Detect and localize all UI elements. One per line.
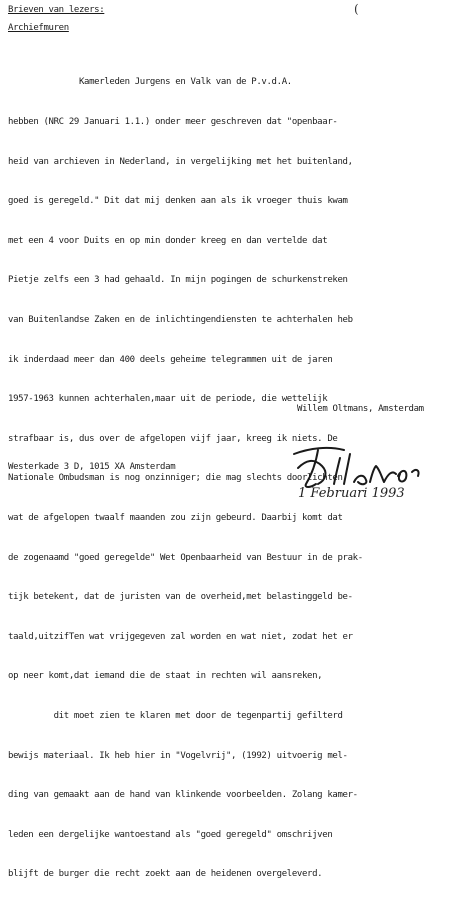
body-line: strafbaar is, dus over de afgelopen vijf jaar, kreeg ik niets. De bbox=[8, 433, 338, 444]
body-line: leden een dergelijke wantoestand als "goed geregeld" omschrijven bbox=[8, 829, 333, 840]
section-title: Brieven van lezers: bbox=[8, 5, 105, 15]
body-line: de zogenaamd "goed geregelde" Wet Openbaarheid van Bestuur in de prak- bbox=[8, 552, 363, 563]
body-line: van Buitenlandse Zaken en de inlichtingendiensten te achterhalen heb bbox=[8, 314, 353, 325]
body-line: op neer komt,dat iemand die de staat in rechten wil aansreken, bbox=[8, 671, 323, 682]
body-line: ik inderdaad meer dan 400 deels geheime telegrammen uit de jaren bbox=[8, 354, 333, 365]
body-line: Nationale Ombudsman is nog onzinniger; die mag slechts doorlichten bbox=[8, 473, 343, 484]
author-signoff: Willem Oltmans, Amsterdam bbox=[297, 404, 424, 414]
body-line: wat de afgelopen twaalf maanden zou zijn gebeurd. Daarbij komt dat bbox=[8, 512, 343, 523]
body-line: hebben (NRC 29 Januari 1.1.) onder meer geschreven dat "openbaar- bbox=[8, 117, 338, 127]
body-line: taald,uitzifTen wat vrijgegeven zal worden en wat niet, zodat het er bbox=[8, 631, 353, 642]
body-line: dit moet zien te klaren met door de tegenpartij gefilterd bbox=[8, 710, 343, 721]
corner-mark: ( bbox=[354, 2, 359, 16]
body-line: heid van archieven in Nederland, in vergelijking met het buitenland, bbox=[8, 156, 353, 167]
body-line: ding van gemaakt aan de hand van klinkende voorbeelden. Zolang kamer- bbox=[8, 790, 358, 801]
letter-title: Archiefmuren bbox=[8, 23, 69, 33]
body-line: goed is geregeld." Dit dat mij denken aan als ik vroeger thuis kwam bbox=[8, 196, 348, 207]
body-line: bewijs materiaal. Ik heb hier in "Vogelvrij", (1992) uitvoerig mel- bbox=[8, 750, 348, 761]
sender-address: Westerkade 3 D, 1015 XA Amsterdam bbox=[8, 462, 176, 472]
body-line: Pietje zelfs een 3 had gehaald. In mijn pogingen de schurkenstreken bbox=[8, 275, 348, 286]
handwritten-signature bbox=[288, 444, 438, 492]
body-line: blijft de burger die recht zoekt aan de heidenen overgeleverd. bbox=[8, 869, 323, 880]
handwritten-date: 1 Februari 1993 bbox=[298, 486, 405, 501]
body-line: met een 4 voor Duits en op min donder kreeg en dan vertelde dat bbox=[8, 235, 328, 246]
body-line: 1957-1963 kunnen achterhalen,maar uit de periode, die wettelijk bbox=[8, 394, 328, 405]
body-line: tijk betekent, dat de juristen van de overheid,met belastinggeld be- bbox=[8, 592, 353, 603]
body-line: Kamerleden Jurgens en Valk van de P.v.d.A. bbox=[8, 77, 292, 88]
